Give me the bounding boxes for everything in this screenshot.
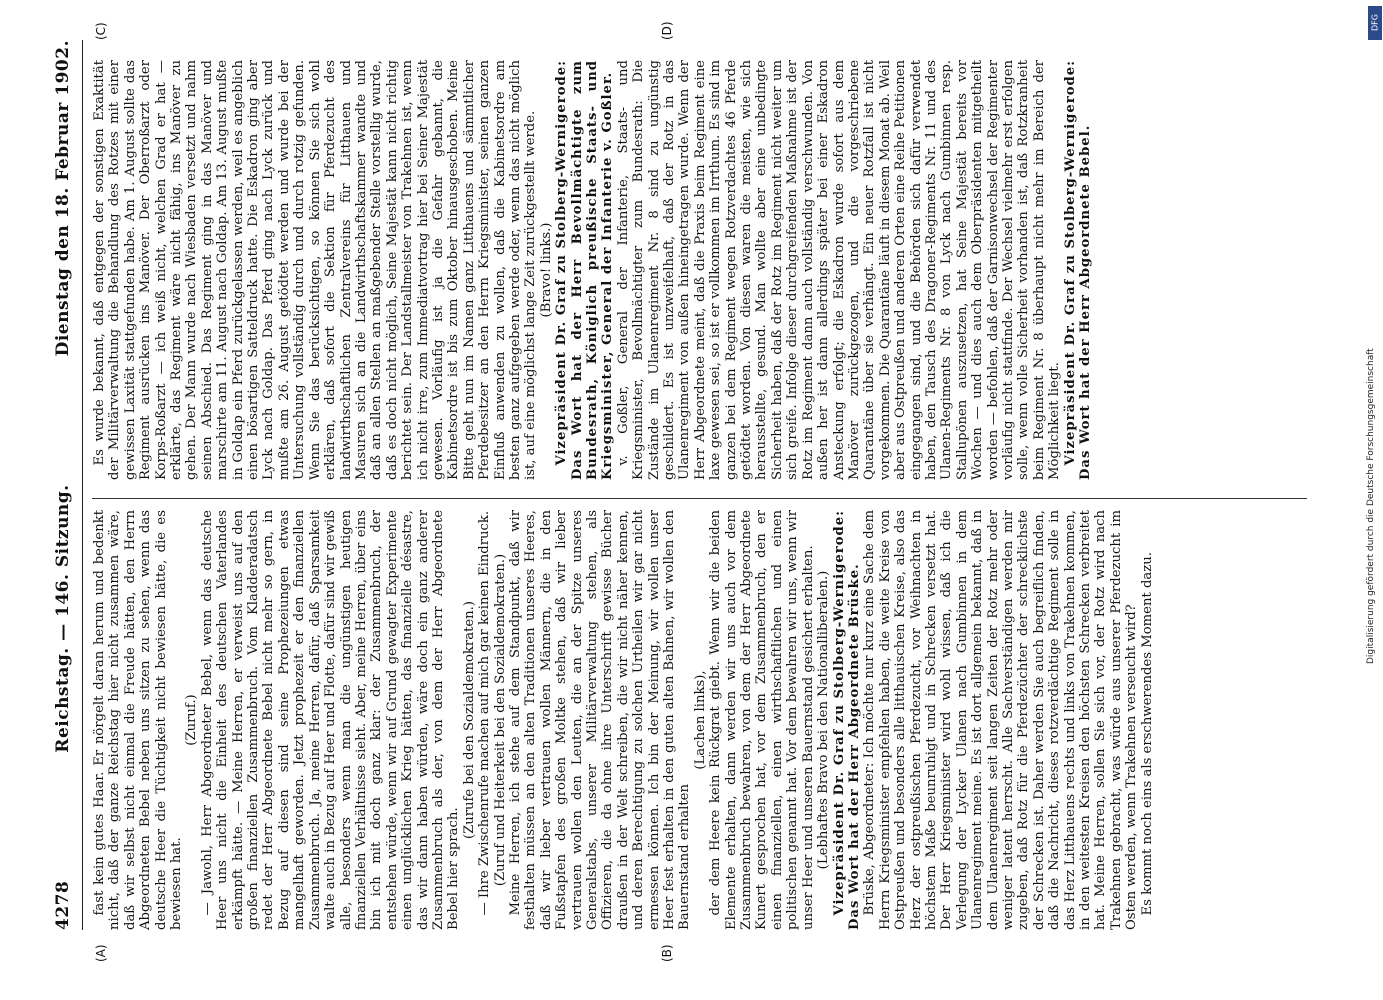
- interjection: (Zuruf und Heiterkeit bei den Sozialdemokraten.): [492, 553, 508, 887]
- margin-mark-a: (A): [94, 944, 108, 962]
- interjection: (Bravo! links.): [538, 222, 554, 318]
- header-title-left: Reichstag. — 146. Sitzung.: [53, 484, 73, 753]
- interjection: (Lachen links),: [692, 670, 708, 770]
- interjection: (Lebhaftes Bravo bei den Nationalliberalen.): [816, 570, 832, 870]
- paragraph: Es kommt noch eins als erschwerendes Moment dazu.: [1139, 552, 1155, 916]
- paragraph: Meine Herren, ich stehe auf dem Standpunkt, daß wir festhalten müssen an den alten Traditionen unseres Heeres, daß wir lieber vertrauen wollen Männern, die in den Fußstapfen des großen Moltke stehen, daß wir lieber vertrauen wollen den Leuten, die an der Spitze unseres Generalstabs, unserer Militärverwaltung stehen, als Offizieren, die da ohne ihre Unterschrift gewisse Bücher draußen in der Welt schreiben, die wir nicht näher kennen, und deren Berechtigung zu solchen Urtheilen wir gar nicht ermessen können. Ich bin der Meinung, wir wollen unser Heer fest erhalten in den guten alten Bahnen, wir wollen den Bauernstand erhalten: [507, 510, 693, 930]
- header-title-right: Dienstag den 18. Februar 1902.: [53, 40, 73, 357]
- paragraph: Brüske, Abgeordneter: Ich möchte nur kurz eine Sache dem Herrn Kriegsminister empfehlen haben, die weite Kreise von Ostpreußen und besonders alle litthauischen Kreise, also das Herz der ostpreußischen Pferdezucht, vor Weihnachten in höchstem Maße beunruhigt und in Schrecken versetzt hat. Der Herr Kriegsminister wird wohl wissen, daß ich die Verlegung der Lycker Ulanen nach Gumbinnen in dem Ulanenregiment meine. Es ist dort allgemein bekannt, daß in dem Ulanenregiment seit langen Zeiten der Rotz mehr oder weniger latent herrscht. Alle Sachverständigen werden mir zugeben, daß Rotz für die Pferdezüchter der schrecklichste der Schrecken ist. Daher werden Sie auch begreiflich finden, daß die Nachricht, dieses rotzverdächtige Regiment solle in das Herz Litthauens rechts und links von Trakehnen kommen, in den weitesten Kreisen den höchsten Schrecken verbreitet hat. Meine Herren, sollen Sie sich vor, der Rotz wird nach Trakehnen gebracht, was würde aus unserer Pferdezucht im Osten werden, wenn Trakehnen verseucht wird?: [862, 510, 1140, 930]
- paragraph: v. Goßler, General der Infanterie, Staats- und Kriegsminister, Bevollmächtigter zum Bundesrath: Die Zustände im Ulanenregiment Nr. 8 sind zu ungünstig geschildert. Es ist unzweifelhaft, daß der Rotz in das Ulanenregiment von außen hineingetragen wurde. Wenn der Herr Abgeordnete meint, daß die Praxis beim Regiment eine laxe gewesen sei, so ist er vollkommen im Irrthum. Es sind im ganzen bei dem Regiment wegen Rotzverdachtes 46 Pferde getödtet worden. Von diesen waren die meisten, wie sich herausstellte, gesund. Man wollte aber eine unbedingte Sicherheit haben, daß der Rotz im Regiment nicht weiter um sich greife. Infolge dieser durchgreifenden Maßnahme ist der Rotz im Regiment dann auch vollständig verschwunden. Von außen her ist dann allerdings später bei einer Eskadron Ansteckung erfolgt; die Eskadron wurde sofort aus dem Manöver zurückgezogen, und die vorgeschriebene Quarantäne über sie verhängt. Ein neuer Rotzfall ist nicht vorgekommen. Die Quarantäne läuft in diesem Monat ab. Weil aber aus Ostpreußen und anderen Orten eine Reihe Petitionen eingegangen sind, und die Behörden sich dafür verwendet haben, den Tausch des Dragoner-Regiments Nr. 11 und des Ulanen-Regiments Nr. 8 von Lyck nach Gumbinnen resp. Stallupönen auszusetzen, hat Seine Majestät bereits vor Wochen — und dies auch dem Oberpräsidenten mitgetheilt worden — befohlen, daß der Garnisonwechsel der Regimenter vorläufig nicht stattfinde. Der Wechsel vielmehr erst erfolgen solle, wenn volle Sicherheit vorhanden ist, daß Rotzkranheit beim Regiment Nr. 8 überhaupt nicht mehr im Bereich der Möglichkeit liegt.: [615, 60, 1063, 480]
- margin-mark-b: (B): [660, 944, 674, 962]
- interjection: (Zuruf.): [184, 694, 200, 746]
- header-rule: [82, 40, 83, 930]
- left-column: [92, 510, 1155, 930]
- speaker-paragraph: Vizepräsident Dr. Graf zu Stolberg-Wernigerode: Das Wort hat der Herr Abgeordnete Brüske.: [831, 510, 862, 930]
- paragraph: der dem Heere kein Rückgrat giebt. Wenn wir die beiden Elemente erhalten, dann werden wir uns auch vor dem Zusammenbruch bewahren, von dem der Herr Abgeordnete Kunert gesprochen hat, vor dem Zusammenbruch, den er einen finanziellen, einen wirthschaftlichen und einen politischen genannt hat. Vor dem bewahren wir uns, wenn wir unser Heer und unseren Bauernstand gesichert erhalten.: [708, 510, 816, 930]
- dfg-logo: DFG: [1368, 6, 1382, 40]
- interjection: (Zurufe bei den Sozialdemokraten.): [461, 600, 477, 840]
- speaker-paragraph: Vizepräsident Dr. Graf zu Stolberg-Wernigerode: Das Wort hat der Herr Abgeordnete Bebel.: [1062, 60, 1093, 480]
- paragraph: — Ihre Zwischenrufe machen auf mich gar keinen Eindruck.: [477, 510, 493, 916]
- margin-mark-c: (C): [94, 22, 108, 40]
- margin-mark-d: (D): [660, 21, 674, 40]
- page-header: [48, 40, 78, 930]
- paragraph: fast kein gutes Haar. Er nörgelt daran herum und bedenkt nicht, daß der ganze Reichstag hier nicht zusammen wäre, daß wir selbst nicht einmal die Freude hätten, den Herrn Abgeordneten Bebel neben uns sitzen zu sehen, wenn das deutsche Heer die Tüchtigkeit nicht bewiesen hätte, die es bewiesen hat.: [92, 510, 185, 930]
- digitization-credit: Digitalisierung gefördert durch die Deutsche Forschungsgemeinschaft: [1366, 348, 1376, 664]
- column-divider: [92, 498, 1307, 499]
- speaker-paragraph: Vizepräsident Dr. Graf zu Stolberg-Wernigerode: Das Wort hat der Herr Bevollmächtigte zum Bundesrath, Königlich preußische Staats- und Kriegsminister, General der Infanterie v. Goßler.: [554, 60, 616, 480]
- right-column: [92, 60, 1093, 480]
- paragraph: Es wurde bekannt, daß entgegen der sonstigen Exaktität der Militärverwaltung die Behandlung des Rotzes mit einer gewissen Laxität stattgefunden habe. Am 1. August sollte das Regiment ausrücken ins Manöver. Der Oberroßarzt oder Korps-Roßarzt — ich weiß nicht, welchen Grad er hat — erklärte, das Regiment wäre nicht fähig, ins Manöver zu gehen. Der Mann wurde nach Wiesbaden versetzt und nahm seinen Abschied. Das Regiment ging in das Manöver und marschirte am 11. August nach Goldap. Am 13. August mußte in Goldap ein Pferd zurückgelassen werden, weil es angeblich einen bösartigen Satteldruck hatte. Die Eskadron ging aber Lyck nach Goldap. Das Pferd ging nach Lyck zurück und mußte am 26. August getödtet werden und wurde bei der Untersuchung vollständig durch und durch rotzig gefunden. Wenn Sie das berücksichtigen, so können Sie sich wohl erklären, daß sofort die Sektion für Pferdezucht des landwirthschaftlichen Zentralvereins für Litthauen und Masuren sich an die Landwirthschaftskammer wandte und daß an allen Stellen an maßgebender Stelle vorstellig wurde, daß es doch nicht möglich, Seine Majestät kann nicht richtig berichtet sein. Der Landstallmeister von Trakehnen ist, wenn ich nicht irre, zum Immediatvortrag hier bei Seiner Majestät gewesen. Vorläufig ist ja die Gefahr gebannt, die Kabinetsordre ist bis zum Oktober hinausgeschoben. Meine Bitte geht nun im Namen ganz Litthauens und sämmtlicher Pferdebesitzer an den Herrn Kriegsminister, seinen ganzen Einfluß anwenden zu wollen, daß die Kabinetsordre am besten ganz aufgegeben werde oder, wenn das nicht möglich ist, auf eine möglichst lange Zeit zurückgestellt werde.: [92, 60, 539, 480]
- page-number: 4278: [53, 880, 73, 930]
- paragraph: — Jawohl, Herr Abgeordneter Bebel, wenn das deutsche Heer uns nicht die Einheit des deutschen Vaterlandes erkämpft hätte. — Meine Herren, er verweist uns auf den großen finanziellen Zusammenbruch. Vom Kladderadatsch redet der Herr Abgeordnete Bebel nicht mehr so gern, in Bezug auf diesen sind seine Prophezeiungen etwas mangelhaft geworden. Jetzt prophezeit er den finanziellen Zusammenbruch. Ja, meine Herren, dafür, daß Sparsamkeit walte auch in Bezug auf Heer und Flotte, dafür sind wir gewiß alle, besonders wenn man die ungünstigen heutigen finanziellen Verhältnisse sieht. Aber, meine Herren, über eins bin ich mit doch ganz klar: der Zusammenbruch, der entstehen würde, wenn wir auf Grund gewagter Experimente einen unglücklichen Krieg hätten, das finanzielle désastre, das wir dann haben würden, wäre doch ein ganz anderer Zusammenbruch als der, von dem der Herr Abgeordnete Bebel hier sprach.: [199, 510, 462, 930]
